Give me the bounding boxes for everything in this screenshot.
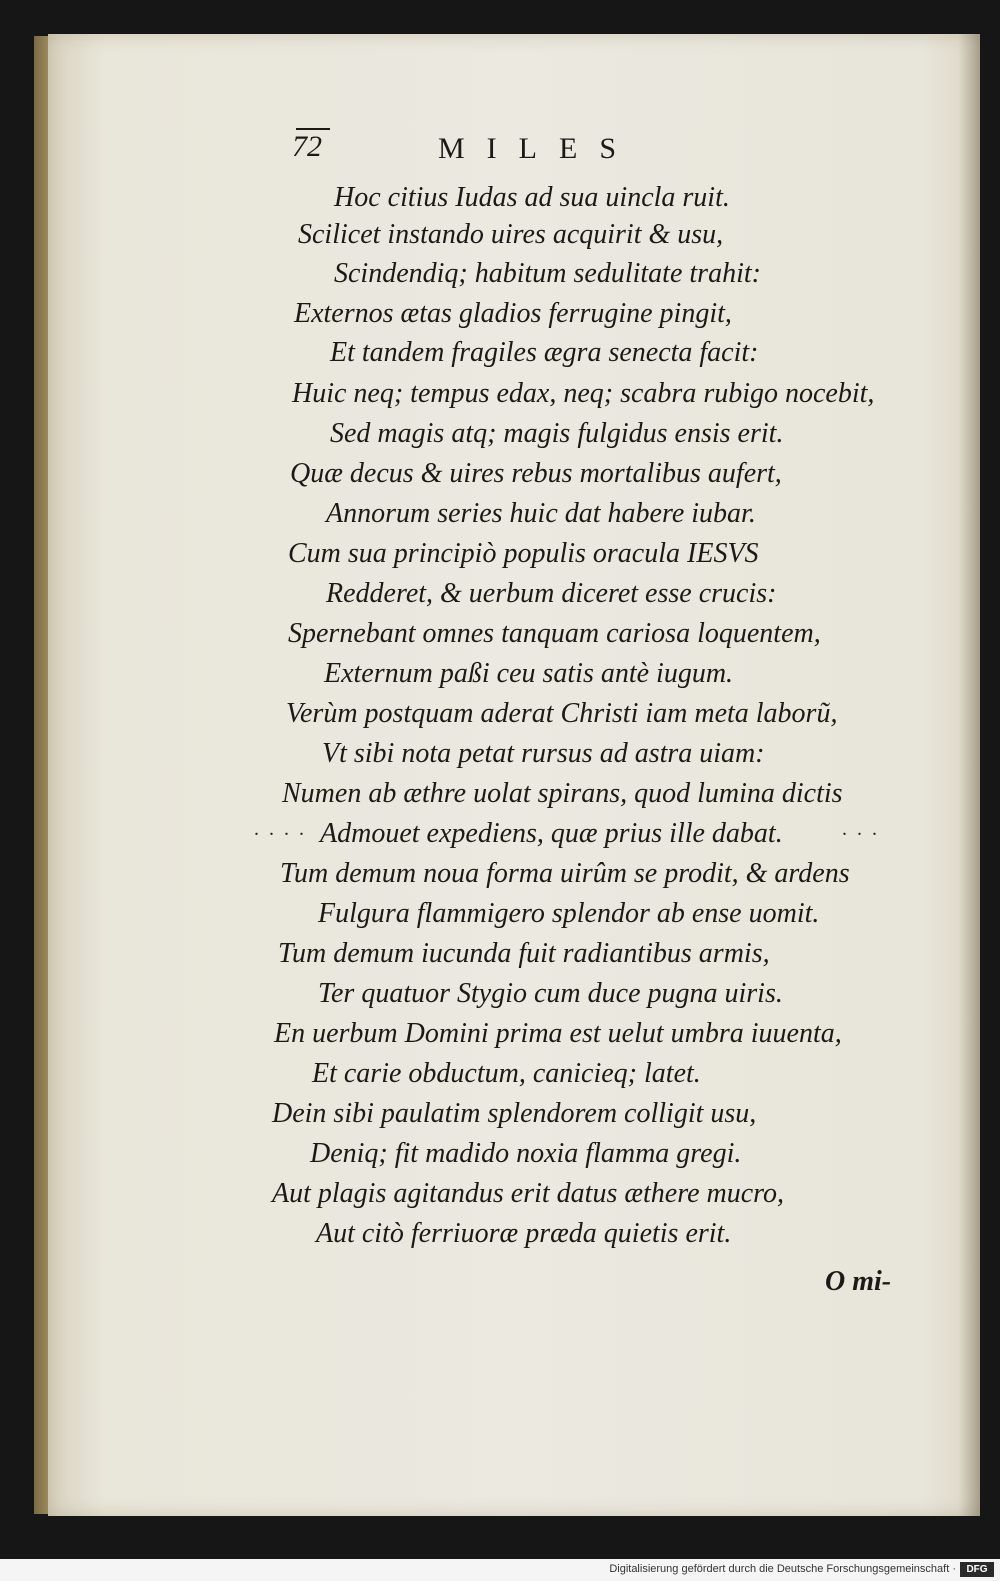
verse-line: En uerbum Domini prima est uelut umbra iuuenta, (274, 1018, 842, 1049)
verse-line: Aut citò ferriuoræ præda quietis erit. (316, 1218, 732, 1249)
verse-line: Et tandem fragiles ægra senecta facit: (330, 337, 759, 368)
verse-line: Numen ab æthre uolat spirans, quod lumina dictis (282, 778, 843, 809)
verse-line: Scilicet instando uires acquirit & usu, (298, 219, 724, 250)
ornament-dots-right: ... (842, 818, 887, 840)
footer-bar (0, 1559, 1000, 1581)
verse-line: Externum paßi ceu satis antè iugum. (324, 658, 734, 689)
verse-line: Sed magis atq; magis fulgidus ensis erit. (330, 418, 784, 449)
dfg-logo: DFG (960, 1562, 994, 1577)
verse-line: Huic neq; tempus edax, neq; scabra rubigo nocebit, (292, 378, 875, 409)
verse-line: Tum demum iucunda fuit radiantibus armis, (278, 938, 770, 969)
verse-line: Aut plagis agitandus erit datus æthere mucro, (272, 1178, 785, 1209)
folio-number: 72 (292, 130, 322, 163)
verse-line: Scindendiq; habitum sedulitate trahit: (334, 258, 761, 289)
verse-line: Vt sibi nota petat rursus ad astra uiam: (322, 738, 765, 769)
verse-line: Ter quatuor Stygio cum duce pugna uiris. (318, 978, 783, 1009)
funding-credit: Digitalisierung gefördert durch die Deutsche Forschungsgemeinschaft · (609, 1563, 956, 1575)
verse-line: Tum demum noua forma uirûm se prodit, & ardens (280, 858, 850, 889)
ornament-dots-left: .... (254, 818, 314, 840)
verse-line: Verùm postquam aderat Christi iam meta laborũ, (286, 698, 838, 729)
verse-line: Fulgura flammigero splendor ab ense uomit. (318, 898, 820, 929)
verse-line: Hoc citius Iudas ad sua uincla ruit. (334, 182, 730, 213)
verse-line: Admouet expediens, quæ prius ille dabat. (320, 818, 783, 849)
verse-line: Quæ decus & uires rebus mortalibus aufert, (290, 458, 782, 489)
catchword: O mi- (825, 1266, 892, 1297)
verse-line: Cum sua principiò populis oracula IESVS (288, 538, 759, 569)
running-title: MILES (438, 132, 638, 165)
verse-line: Externos ætas gladios ferrugine pingit, (294, 298, 732, 329)
verse-line: Annorum series huic dat habere iubar. (326, 498, 756, 529)
verse-line: Deniq; fit madido noxia flamma gregi. (310, 1138, 742, 1169)
verse-line: Dein sibi paulatim splendorem colligit usu, (272, 1098, 757, 1129)
verse-line: Redderet, & uerbum diceret esse crucis: (326, 578, 777, 609)
verse-line: Et carie obductum, canicieq; latet. (312, 1058, 701, 1089)
verse-line: Spernebant omnes tanquam cariosa loquentem, (288, 618, 821, 649)
